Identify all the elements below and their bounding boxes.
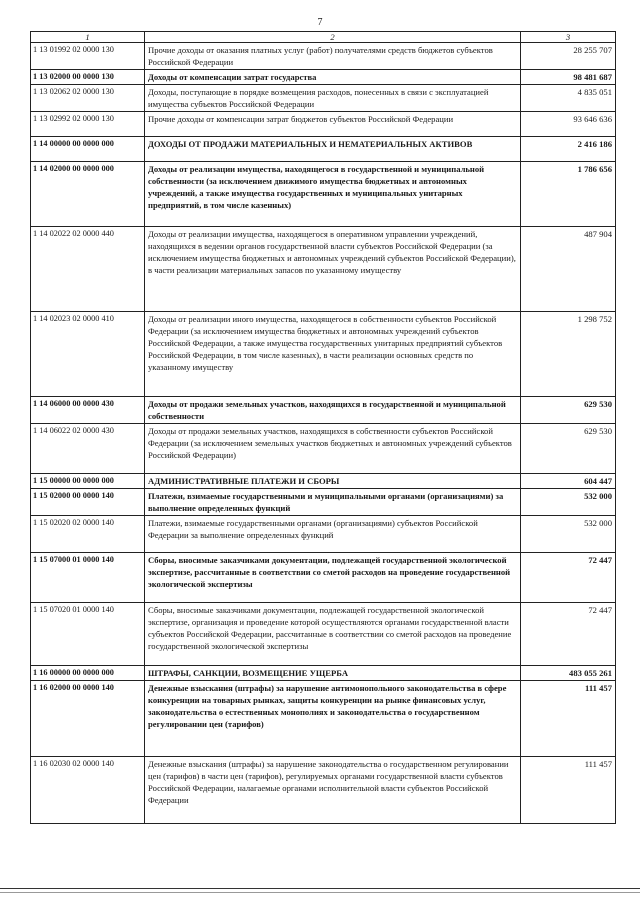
row-description-cell: Сборы, вносимые заказчиками документации, подлежащей государственной экологической экспертизе, организация и проведение которой осуществляются органами государственной власти субъектов Российской Федерации, рассчитанные в соответствии со сметой расходов на проведение государственной экологической экспертизы xyxy=(145,603,521,666)
row-amount-cell: 1 786 656 xyxy=(521,162,616,227)
row-code-cell: 1 15 07020 01 0000 140 xyxy=(31,603,145,666)
row-description-cell: ДОХОДЫ ОТ ПРОДАЖИ МАТЕРИАЛЬНЫХ И НЕМАТЕРИАЛЬНЫХ АКТИВОВ xyxy=(145,137,521,162)
row-code-cell: 1 15 02020 02 0000 140 xyxy=(31,516,145,553)
row-description-cell: Сборы, вносимые заказчиками документации, подлежащей государственной экологической экспертизе, рассчитанные в соответствии со сметой расходов на проведение государственной экологической экспертизы xyxy=(145,553,521,603)
row-code-cell: 1 15 02000 00 0000 140 xyxy=(31,489,145,516)
table-row xyxy=(31,666,616,681)
row-description-cell: Прочие доходы от компенсации затрат бюджетов субъектов Российской Федерации xyxy=(145,112,521,137)
row-code-cell: 1 14 00000 00 0000 000 xyxy=(31,137,145,162)
row-description-cell: Доходы от продажи земельных участков, находящихся в собственности субъектов Российской Федерации (за исключением земельных участков бюджетных и автономных учреждений субъектов Российской Федерации) xyxy=(145,424,521,474)
row-amount-cell: 532 000 xyxy=(521,516,616,553)
row-amount-cell: 2 416 186 xyxy=(521,137,616,162)
row-description-cell: Доходы от продажи земельных участков, находящихся в государственной и муниципальной собственности xyxy=(145,397,521,424)
row-amount-cell: 111 457 xyxy=(521,681,616,757)
row-code-cell: 1 14 02000 00 0000 000 xyxy=(31,162,145,227)
row-description-cell: Доходы, поступающие в порядке возмещения расходов, понесенных в связи с эксплуатацией имущества субъектов Российской Федерации xyxy=(145,85,521,112)
table-row xyxy=(31,424,616,474)
row-amount-cell: 72 447 xyxy=(521,603,616,666)
row-amount-cell: 629 530 xyxy=(521,424,616,474)
row-code-cell: 1 14 06000 00 0000 430 xyxy=(31,397,145,424)
row-code-cell: 1 14 06022 02 0000 430 xyxy=(31,424,145,474)
row-amount-cell: 98 481 687 xyxy=(521,70,616,85)
table-row xyxy=(31,489,616,516)
row-amount-cell: 28 255 707 xyxy=(521,43,616,70)
table-header-row xyxy=(31,32,616,43)
row-code-cell: 1 13 02992 02 0000 130 xyxy=(31,112,145,137)
row-description-cell: Прочие доходы от оказания платных услуг (работ) получателями средств бюджетов субъектов Российской Федерации xyxy=(145,43,521,70)
page-number: 7 xyxy=(317,17,323,28)
table-row xyxy=(31,516,616,553)
row-amount-cell: 487 904 xyxy=(521,227,616,312)
row-amount-cell: 111 457 xyxy=(521,757,616,824)
row-code-cell: 1 15 07000 01 0000 140 xyxy=(31,553,145,603)
table-row xyxy=(31,70,616,85)
row-description-cell: АДМИНИСТРАТИВНЫЕ ПЛАТЕЖИ И СБОРЫ xyxy=(145,474,521,489)
row-description-cell: Денежные взыскания (штрафы) за нарушение законодательства о государственном регулировании цен (тарифов) в части цен (тарифов), регулируемых органами государственной власти субъектов Российской Федерации, налагаемые органами исполнительной власти субъектов Российской Федерации xyxy=(145,757,521,824)
row-amount-cell: 72 447 xyxy=(521,553,616,603)
table-row xyxy=(31,227,616,312)
table-body xyxy=(31,43,616,824)
table-row xyxy=(31,603,616,666)
row-description-cell: Доходы от реализации имущества, находящегося в государственной и муниципальной собственности (за исключением движимого имущества бюджетных и автономных учреждений, а также имущества государственных и муниципальных унитарных предприятий, в том числе казенных) xyxy=(145,162,521,227)
table-row xyxy=(31,312,616,397)
row-amount-cell: 629 530 xyxy=(521,397,616,424)
table-row xyxy=(31,474,616,489)
page-bottom-rule-secondary xyxy=(0,892,640,893)
row-amount-cell: 532 000 xyxy=(521,489,616,516)
table-row xyxy=(31,757,616,824)
table-row xyxy=(31,162,616,227)
table-row xyxy=(31,397,616,424)
table-row xyxy=(31,85,616,112)
row-amount-cell: 1 298 752 xyxy=(521,312,616,397)
table-row xyxy=(31,681,616,757)
table-row xyxy=(31,43,616,70)
row-amount-cell: 483 055 261 xyxy=(521,666,616,681)
column-header-code: 1 xyxy=(31,32,145,43)
column-header-description: 2 xyxy=(145,32,521,43)
row-description-cell: Платежи, взимаемые государственными и муниципальными органами (организациями) за выполнение определенных функций xyxy=(145,489,521,516)
row-code-cell: 1 16 00000 00 0000 000 xyxy=(31,666,145,681)
page-bottom-rule xyxy=(0,888,640,889)
row-description-cell: Доходы от реализации иного имущества, находящегося в собственности субъектов Российской Федерации (за исключением имущества бюджетных и автономных учреждений субъектов Российской Федерации, а также имущества государственных унитарных предприятий субъектов Российской Федерации, в том числе казенных), в части реализации основных средств по указанному имуществу xyxy=(145,312,521,397)
row-description-cell: Доходы от компенсации затрат государства xyxy=(145,70,521,85)
row-amount-cell: 93 646 636 xyxy=(521,112,616,137)
row-code-cell: 1 13 02062 02 0000 130 xyxy=(31,85,145,112)
table-row xyxy=(31,112,616,137)
column-header-amount: 3 xyxy=(521,32,616,43)
row-code-cell: 1 13 02000 00 0000 130 xyxy=(31,70,145,85)
table-row xyxy=(31,137,616,162)
row-code-cell: 1 14 02022 02 0000 440 xyxy=(31,227,145,312)
row-description-cell: Доходы от реализации имущества, находящегося в оперативном управлении учреждений, находящихся в ведении органов государственной власти субъектов Российской Федерации (за исключением имущества бюджетных и автономных учреждений субъектов Российской Федерации), в части реализации материальных запасов по указанному имуществу xyxy=(145,227,521,312)
row-code-cell: 1 14 02023 02 0000 410 xyxy=(31,312,145,397)
row-code-cell: 1 16 02000 00 0000 140 xyxy=(31,681,145,757)
row-amount-cell: 604 447 xyxy=(521,474,616,489)
row-code-cell: 1 16 02030 02 0000 140 xyxy=(31,757,145,824)
row-description-cell: ШТРАФЫ, САНКЦИИ, ВОЗМЕЩЕНИЕ УЩЕРБА xyxy=(145,666,521,681)
row-description-cell: Денежные взыскания (штрафы) за нарушение антимонопольного законодательства в сфере конкуренции на товарных рынках, защиты конкуренции на рынке финансовых услуг, законодательства о естественных монополиях и законодательства о государственном регулировании цен (тарифов) xyxy=(145,681,521,757)
revenue-table xyxy=(30,31,616,824)
row-code-cell: 1 15 00000 00 0000 000 xyxy=(31,474,145,489)
row-code-cell: 1 13 01992 02 0000 130 xyxy=(31,43,145,70)
row-amount-cell: 4 835 051 xyxy=(521,85,616,112)
row-description-cell: Платежи, взимаемые государственными органами (организациями) субъектов Российской Федерации за выполнение определенных функций xyxy=(145,516,521,553)
table-row xyxy=(31,553,616,603)
